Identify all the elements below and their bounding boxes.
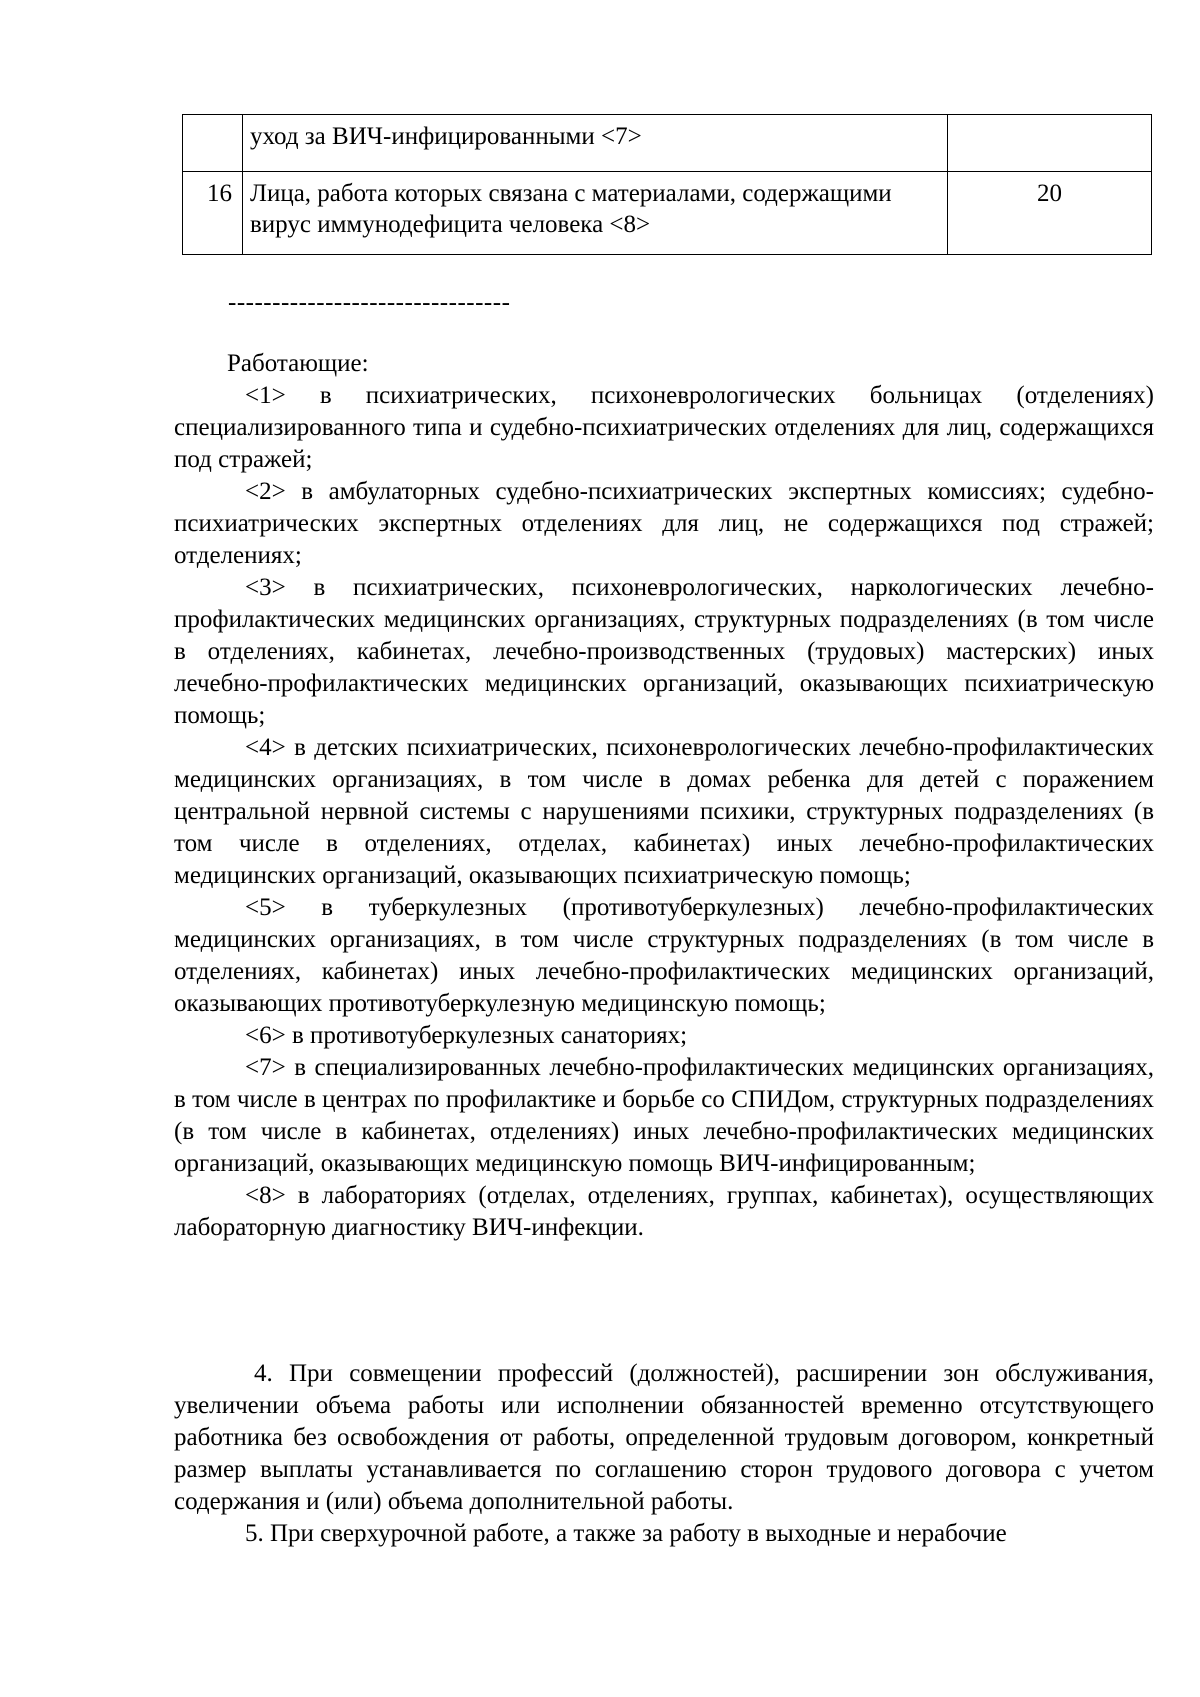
allowance-table: [182, 114, 1152, 255]
footnote-item: <3> в психиатрических, психоневрологических, наркологических лечебно-профилактических медицинских организациях, структурных подразделениях (в том числе в отделениях, кабинетах, лечебно-производственных (трудовых) мастерских) иных лечебно-профилактических медицинских организаций, оказывающих психиатрическую помощь;: [174, 574, 1154, 729]
row-number-cell: [183, 115, 243, 172]
paragraph-4: 4. При совмещении профессий (должностей), расширении зон обслуживания, увеличении объема работы или исполнении обязанностей временно отсутствующего работника без освобождения от работы, определенной трудовым договором, конкретный размер выплаты устанавливается по соглашению сторон трудового договора с учетом содержания и (или) объема дополнительной работы.: [174, 1360, 1154, 1515]
footnote-item: <8> в лабораториях (отделах, отделениях, группах, кабинетах), осуществляющих лабораторную диагностику ВИЧ-инфекции.: [174, 1182, 1154, 1241]
footnote-item: <6> в противотуберкулезных санаториях;: [245, 1022, 688, 1049]
footnote-separator: --------------------------------: [228, 289, 511, 316]
footnote-item: <2> в амбулаторных судебно-психиатрических экспертных комиссиях; судебно-психиатрических экспертных отделениях для лиц, не содержащихся под стражей; отделениях;: [174, 478, 1154, 569]
footnote-item: <1> в психиатрических, психоневрологических больницах (отделениях) специализированного типа и судебно-психиатрических отделениях для лиц, содержащихся под стражей;: [174, 382, 1154, 473]
footnote-item: <7> в специализированных лечебно-профилактических медицинских организациях, в том числе в центрах по профилактике и борьбе со СПИДом, структурных подразделениях (в том числе в кабинетах, отделениях) иных лечебно-профилактических медицинских организаций, оказывающих медицинскую помощь ВИЧ-инфицированным;: [174, 1054, 1154, 1177]
footnotes-block: [174, 348, 1154, 1244]
footnote-item: <4> в детских психиатрических, психоневрологических лечебно-профилактических медицинских организациях, в том числе в домах ребенка для детей с поражением центральной нервной системы с нарушениями психики, структурных подразделениях (в том числе в отделениях, отделах, кабинетах) иных лечебно-профилактических медицинских организаций, оказывающих психиатрическую помощь;: [174, 734, 1154, 889]
row-number-cell: 16: [183, 172, 243, 255]
row-value-cell: 20: [948, 172, 1152, 255]
row-value-cell: [948, 115, 1152, 172]
row-description-cell: Лица, работа которых связана с материалами, содержащими вирус иммунодефицита человека <8>: [243, 172, 948, 255]
table-row: [183, 115, 1152, 172]
paragraph-5: 5. При сверхурочной работе, а также за работу в выходные и нерабочие: [245, 1520, 1007, 1547]
table-row: [183, 172, 1152, 255]
main-text-block: [174, 1358, 1154, 1550]
footnotes-intro: Работающие:: [227, 350, 369, 377]
footnote-item: <5> в туберкулезных (противотуберкулезных) лечебно-профилактических медицинских организациях, в том числе структурных подразделениях (в том числе в отделениях, кабинетах) иных лечебно-профилактических медицинских организаций, оказывающих противотуберкулезную медицинскую помощь;: [174, 894, 1154, 1017]
row-description-cell: уход за ВИЧ-инфицированными <7>: [243, 115, 948, 172]
